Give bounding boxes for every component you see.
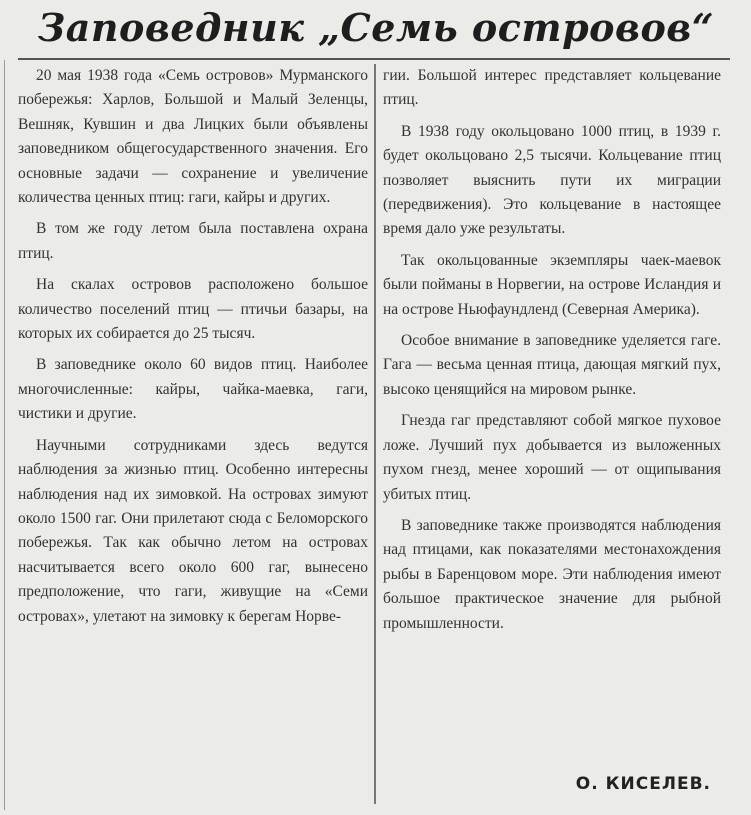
column-divider	[374, 64, 376, 804]
left-paragraph-3: На скалах островов расположено большое количество поселений птиц — птичьи базары, на которых их собирается до 25 тысяч.	[18, 276, 368, 343]
right-paragraph-5: Гнезда гаг представляют собой мягкое пуховое ложе. Лучший пух добывается из выложенных пухом гнезд, менее хороший — от ощипывания убитых птиц.	[383, 412, 721, 503]
right-paragraph-3: Так окольцованные экземпляры чаек-маевок были пойманы в Норвегии, на острове Исландия и на острове Ньюфаундленд (Северная Америка).	[383, 251, 721, 318]
left-paragraph-2: В том же году летом была поставлена охрана птиц.	[18, 220, 368, 262]
clipping-edge	[4, 60, 5, 810]
left-paragraph-4: В заповеднике около 60 видов птиц. Наиболее многочисленные: кайры, чайка-маевка, гаги, чистики и другие.	[18, 356, 368, 423]
left-paragraph-5: Научными сотрудниками здесь ведутся наблюдения за жизнью птиц. Особенно интересны наблюдения над их зимовкой. На островах зимуют около 1500 гаг. Они прилетают сюда с Беломорского побережья. Так как обычно летом на островах насчитывается всего около 600 гаг, вынесено предположение, что гаги, живущие на «Семи островах», улетают на зимовку к берегам Норве-	[18, 436, 368, 625]
right-column	[383, 64, 721, 636]
right-paragraph-4: Особое внимание в заповеднике уделяется гаге. Гага — весьма ценная птица, дающая мягкий пух, высоко ценящийся на мировом рынке.	[383, 332, 721, 398]
right-paragraph-1: гии. Большой интерес представляет кольцевание птиц.	[383, 67, 721, 109]
title-rule	[18, 58, 730, 60]
article-title: Заповедник „Семь островов“	[37, 5, 715, 50]
right-paragraph-2: В 1938 году окольцовано 1000 птиц, в 1939 г. будет окольцовано 2,5 тысячи. Кольцевание птиц позволяет выяснить пути их миграции (передвижения). Это кольцевание в настоящее время дало уже результаты.	[383, 122, 721, 238]
left-column	[18, 64, 368, 629]
left-paragraph-1: 20 мая 1938 года «Семь островов» Мурманского побережья: Харлов, Большой и Малый Зеленцы, Вешняк, Кувшин и два Лицких были объявлены заповедником общегосударственного значения. Его основные задачи — сохранение и увеличение количества ценных птиц: гаги, кайры и других.	[18, 67, 368, 207]
author-signature: О. КИСЕЛЕВ.	[575, 774, 711, 794]
right-paragraph-6: В заповеднике также производятся наблюдения над птицами, как показателями местонахождения рыбы в Баренцовом море. Эти наблюдения имеют большое практическое значение для рыбной промышленности.	[383, 516, 721, 632]
